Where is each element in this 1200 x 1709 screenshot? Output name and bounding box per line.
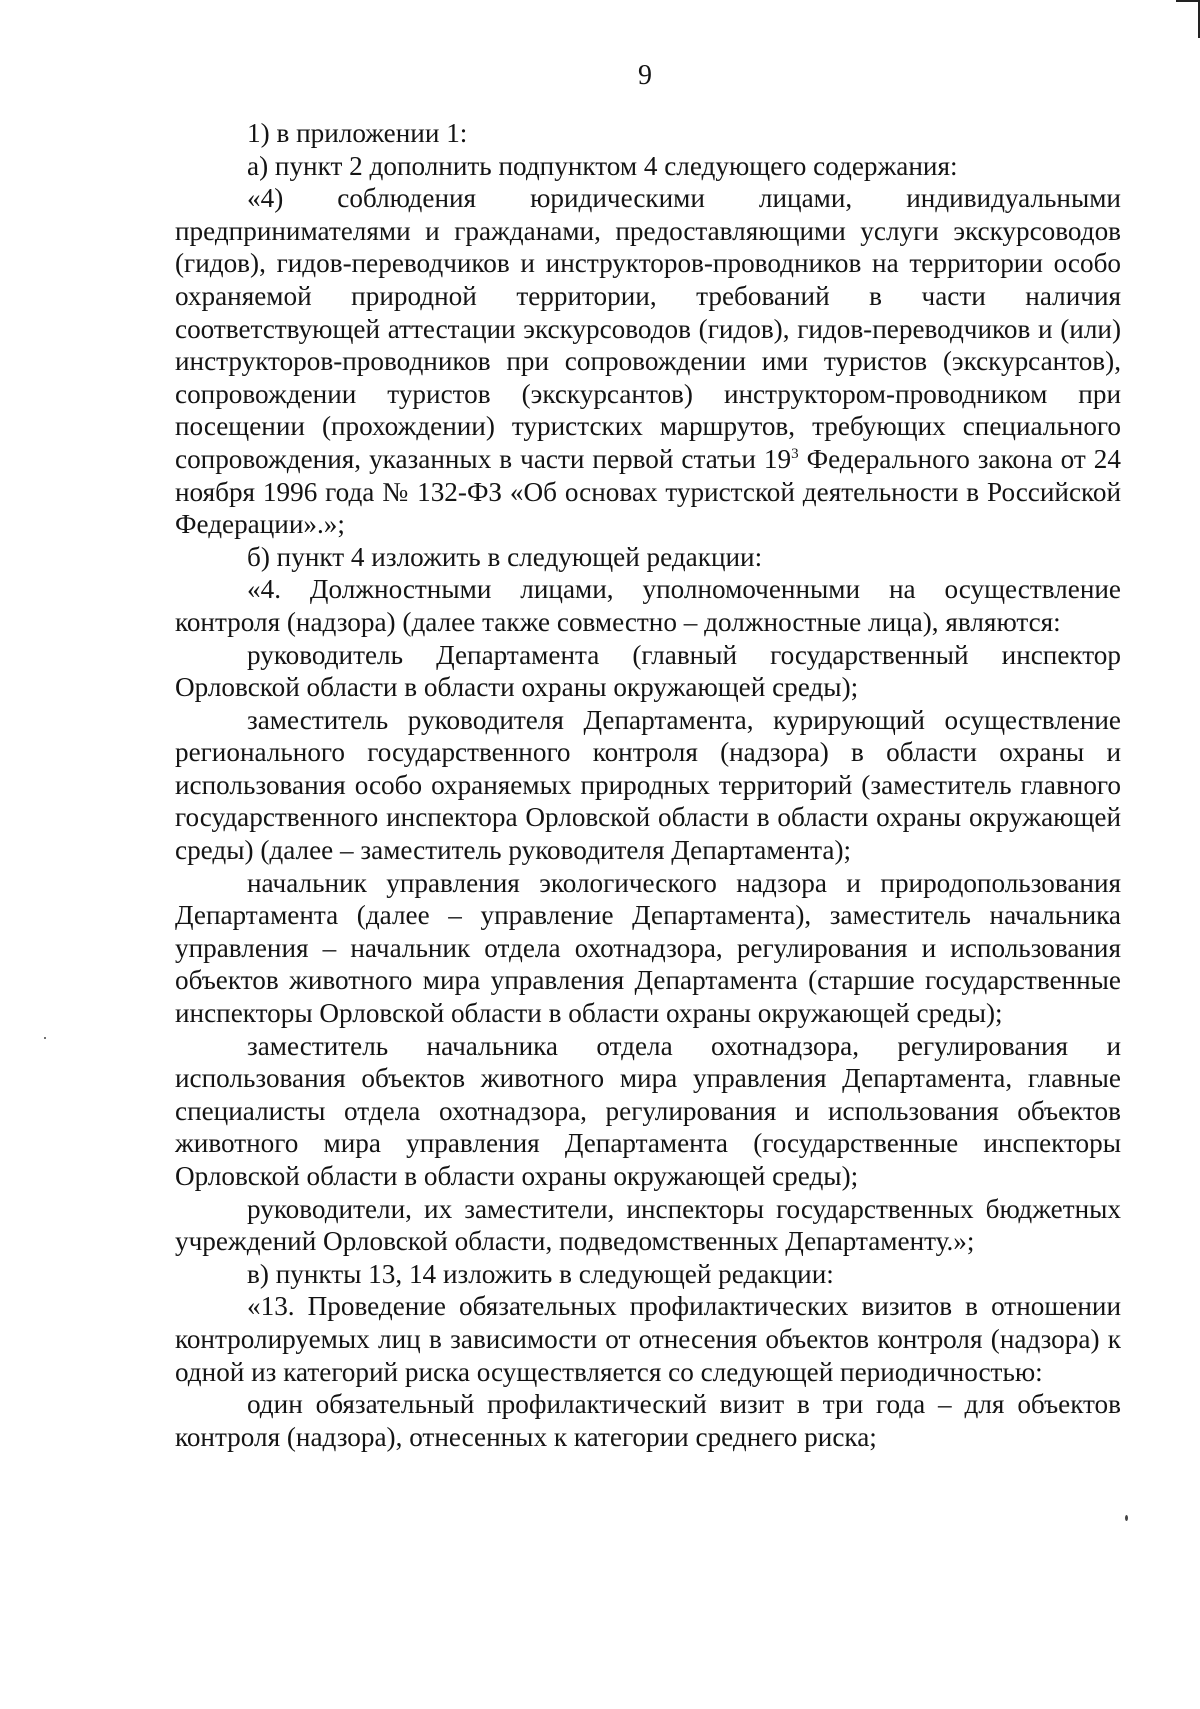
page-number: 9 — [638, 60, 652, 91]
paragraph: в) пункты 13, 14 изложить в следующей редакции: — [247, 1258, 834, 1289]
paragraph: руководители, их заместители, инспекторы государственных бюджетных учреждений Орловской области, подведомственных Департаменту.»; — [175, 1193, 1121, 1257]
paragraph: а) пункт 2 дополнить подпунктом 4 следующего содержания: — [247, 150, 958, 181]
paragraph: руководитель Департамента (главный государственный инспектор Орловской области в области охраны окружающей среды); — [175, 639, 1121, 703]
paragraph: «4. Должностными лицами, уполномоченными на осуществление контроля (надзора) (далее также совместно – должностные лица), являются: — [175, 574, 1121, 637]
paragraph — [175, 182, 1121, 541]
scan-speck — [1125, 1515, 1128, 1521]
scan-corner-mark — [1176, 0, 1200, 38]
paragraph-text: Федерального закона от 24 ноября 1996 года № 132-ФЗ «Об основах туристской деятельности в Российской Федерации».»; — [175, 443, 1121, 540]
paragraph: один обязательный профилактический визит в три года – для объектов контроля (надзора), отнесенных к категории среднего риска; — [175, 1389, 1121, 1452]
paragraph: заместитель начальника отдела охотнадзора, регулирования и использования объектов животного мира управления Департамента, главные специалисты отдела охотнадзора, регулирования и использования объектов животного мира управления Департамента (государственные инспекторы Орловской области в области охраны окружающей среды); — [175, 1030, 1121, 1191]
paragraph: заместитель руководителя Департамента, курирующий осуществление регионального государственного контроля (надзора) в области охраны и использования особо охраняемых природных территорий (заместитель главного государственного инспектора Орловской области в области охраны окружающей среды) (далее – заместитель руководителя Департамента); — [175, 704, 1121, 866]
paragraph: начальник управления экологического надзора и природопользования Департамента (далее – управление Департамента), заместитель начальника управления – начальник отдела охотнадзора, регулирования и использования объектов животного мира управления Департамента (старшие государственные инспекторы Орловской области в области охраны окружающей среды); — [175, 867, 1121, 1029]
document-body — [175, 117, 1121, 1453]
paragraph: 1) в приложении 1: — [247, 118, 468, 148]
superscript: 3 — [791, 445, 799, 462]
paragraph: б) пункт 4 изложить в следующей редакции: — [247, 541, 763, 572]
scan-speck — [44, 1037, 46, 1039]
paragraph: «13. Проведение обязательных профилактических визитов в отношении контролируемых лиц в зависимости от отнесения объектов контроля (надзора) к одной из категорий риска осуществляется со следующей периодичностью: — [175, 1291, 1121, 1387]
paragraph-text: «4) соблюдения юридическими лицами, индивидуальными предпринимателями и гражданами, предоставляющими услуги экскурсоводов (гидов), гидов-переводчиков и инструкторов-проводников на территории особо охраняемой природной территории, требований в части наличия соответствующей аттестации экскурсоводов (гидов), гидов-переводчиков и (или) инструкторов-проводников при сопровождении ими туристов (экскурсантов), сопровождении туристов (экскурсантов) инструктором-проводником при посещении (прохождении) туристских маршрутов, требующих специального сопровождения, указанных в части первой статьи 19 — [175, 183, 1121, 474]
